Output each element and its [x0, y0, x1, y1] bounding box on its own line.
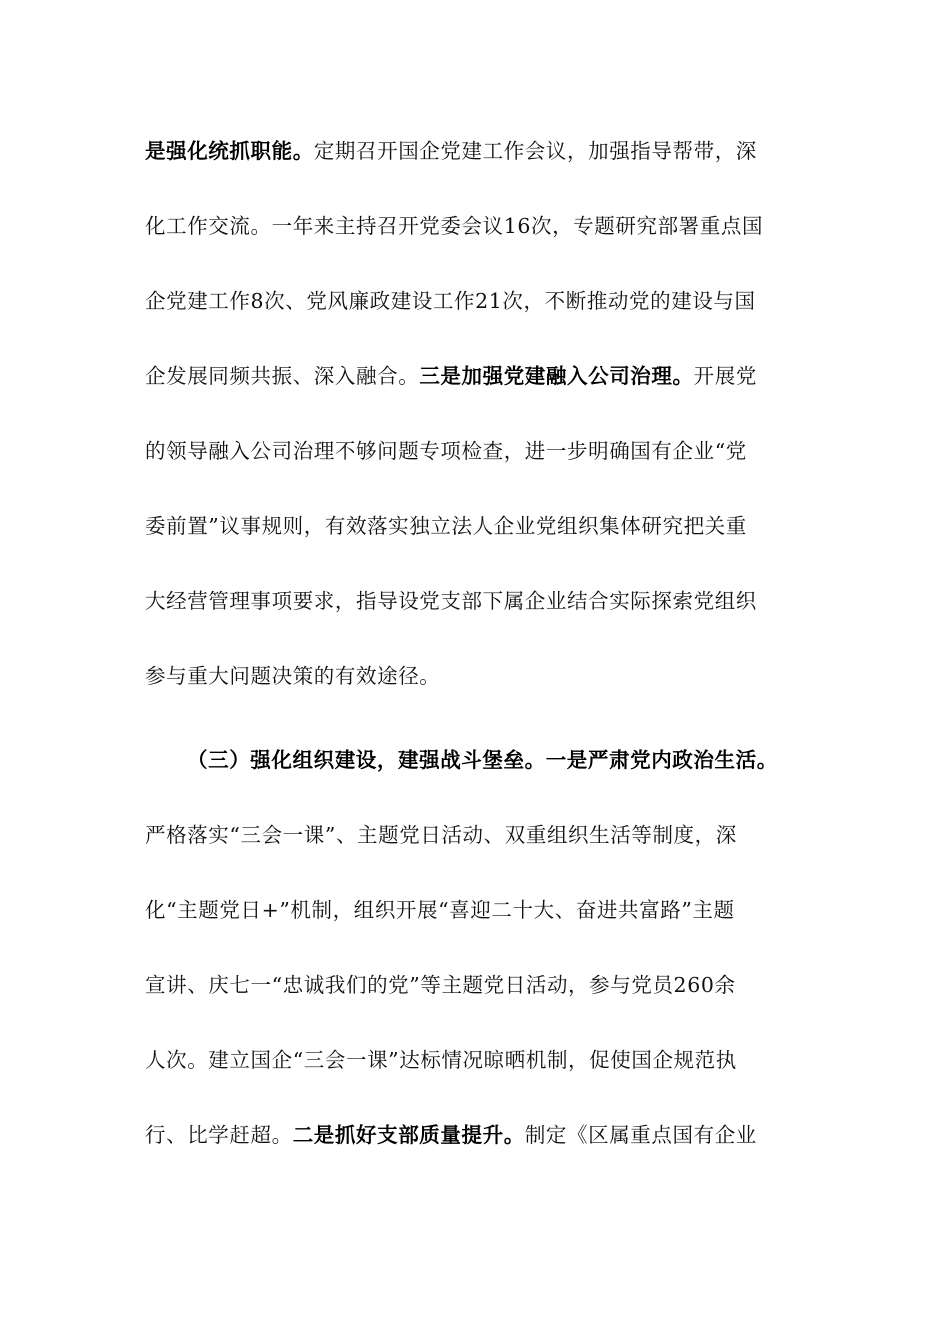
text-line-1	[145, 136, 845, 166]
text-run: 委前置”议事规则，有效落实独立法人企业党组织集体研究把关重	[145, 514, 747, 538]
text-line-7	[145, 586, 845, 616]
text-run: 的领导融入公司治理不够问题专项检查，进一步明确国有企业“党	[145, 439, 747, 463]
text-run: 企发展同频共振、深入融合。	[145, 364, 420, 388]
text-run: 化“主题党日+”机制，组织开展“喜迎二十大、奋进共富路”主题	[145, 898, 735, 922]
text-line-5	[145, 436, 845, 466]
text-line-11	[145, 895, 845, 925]
bold-phrase: 二是抓好支部质量提升。	[292, 1123, 525, 1147]
text-run: 制定《区属重点国有企业	[524, 1123, 757, 1147]
text-run: 定期召开国企党建工作会议，加强指导帮带，深	[313, 139, 757, 163]
section-heading: （三）强化组织建设，建强战斗堡垒。一是严肃党内政治生活。	[187, 748, 778, 772]
text-line-13	[145, 1045, 845, 1075]
text-line-12	[145, 970, 845, 1000]
text-line-14	[145, 1120, 845, 1150]
text-line-8	[145, 661, 845, 691]
section-heading-line	[187, 745, 867, 775]
bold-phrase: 三是加强党建融入公司治理。	[419, 364, 694, 388]
text-run: 参与重大问题决策的有效途径。	[145, 664, 441, 688]
text-line-4	[145, 361, 845, 391]
text-run: 宣讲、庆七一“忠诚我们的党”等主题党日活动，参与党员260余	[145, 973, 736, 997]
bold-phrase: 是强化统抓职能。	[145, 139, 314, 163]
text-run: 人次。建立国企“三会一课”达标情况晾晒机制，促使国企规范执	[145, 1048, 737, 1072]
text-run: 化工作交流。一年来主持召开党委会议16次，专题研究部署重点国	[145, 214, 764, 238]
text-run: 开展党	[693, 364, 757, 388]
text-run: 大经营管理事项要求，指导设党支部下属企业结合实际探索党组织	[145, 589, 757, 613]
text-line-3	[145, 286, 845, 316]
text-line-2	[145, 211, 845, 241]
text-run: 严格落实“三会一课”、主题党日活动、双重组织生活等制度，深	[145, 823, 737, 847]
text-run: 行、比学赶超。	[145, 1123, 293, 1147]
text-line-10	[145, 820, 845, 850]
text-run: 企党建工作8次、党风廉政建设工作21次，不断推动党的建设与国	[145, 289, 756, 313]
text-line-6	[145, 511, 845, 541]
